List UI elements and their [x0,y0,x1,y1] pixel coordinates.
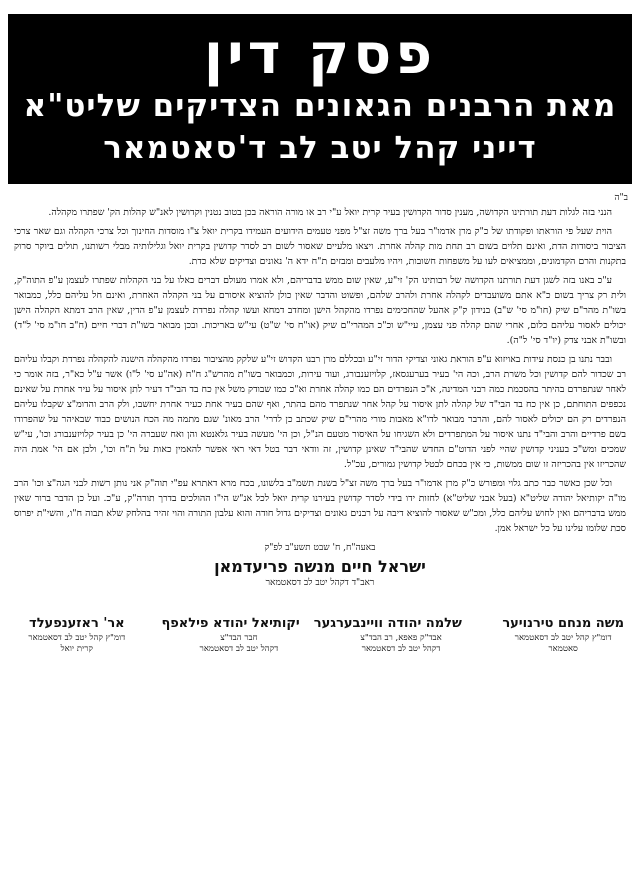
paragraph: הנני בזה לגלות דעת תורתינו הקדושה, מענין סדור הקדושין בעיר קרית יואל ע"י רב או מורה הוראה בכן בטוב נטנין וקדושין לאנ"ש קהלות הק' שפתרו מקהלה. [48,207,612,218]
signature-title: חבר הבד"צ [220,633,258,643]
signature-name: יקותיאל יהודא פילאפף [161,616,300,631]
ruling-body [8,205,632,536]
signature-location: סאטמאר [548,644,578,654]
date-line: באעה"ח, ח' שבט תשע"ב לפ"ק [264,543,376,553]
paragraph: ובבר נתנו בן כנסת עידות באויזוא ע"פ הוראת גאוני וצדיקי הדור זי"ע ובכללם מרן רבנו הקדוש זי"ע שלקק מהציבור נפרדו מהקהלה הישנה להקהלה נפרדת וקבלו עליהם רב שכדור להם קדושין וכל משרת הרב, וכה הי' בעיר בערעגסאז, קלויזענבורג, ועוד עירות, וכמבואר בשו"ת מהרש"ג ח"ח (אה"ע סי' ל"ו) אשר ע"ל כא"ר, בזה אומר כי לאחר שנתפרדם בהיתר בהסכמת כמה רבני המדינה, א"כ הנפרדים הם כמו קהלה אחרת וא"כ כמו שבודק משל אין כח בד הבי"ד דעיר לתן איסור על עיר אחרת על שאינם נכפפים התוחתם, כן אין כח בד הבי"ד של קהלה לתן איסור על קהל אחר שנתפרד מהם בהתר, ואף שהם בעיר אחת כעיר אחרת יחשבו, ולק הרב והדומ"צ שקבלו עליהם הנפרדים רק הם יכולים לאסור להם, והרבר מבואר לדו"א מאבות מורי מהרי"ם שיק שכתב כן לדרי' הרב מאונ' שגם מתמה מה הכח הנושים כבוד שבאיהר על שהפרודו בשם פרדיים והרב והבי"ד נתנו איסור על המתפרדים ולא השגיחו על האיסור מטעם הנ"ל, וכן הי' מעשה בעיר גלאנטא והן ואח שעברה הי' כן בעיר קלויזענבורג וכו', עי"ש שמכים ומש"כ בעניני קדושין שהיי לפני הדוט"ם החדש שהבי"ד שאינן קדושין, זה וודאי דבר בטל דאי ראי אפשר להאמין כאות על ת"ח וכו', ולכן אם הי' אמת היה שהכריזו אין בהכריזה זו שום ממשות, כי אין בכחם לבטל קדושין גמורים, עכ"ל. [14,354,626,470]
header-banner [8,14,632,184]
header-line-1: מאת הרבנים הגאונים הצדיקים שליט"א [23,88,617,124]
document-title: פסק דין [203,22,437,87]
signature [161,615,300,655]
paragraph: הוית שעל פי הוראתו ופקודתו של כ"ק מרן אדמו"ר בעל ברך משה זצ"ל מפני טעמים הידועים העמידו בקרית יואל צ"ו מוסדות החינוך וכל צרכי הקהלה וגם שאר צרכי הציבור ביסודות הדת, ואינם תלוים בשום רב תחת מות קהלה אחרת. ויצאו מלעיים שאסור לשום רב לסדר קדושין בקרית יואל וגלילותיה מבלי רשותנו, תולים ביוקר סרוק בתקנות והרם הקדמונים, וממציאים לעו על משפחות חשובות, ויהיו מלעבים ומבזים ת"ח ידא ה' נאונים וצדיקים שלא כדת. [14,226,626,267]
signature-title: דומ"ץ קהל יטב לב דסאטמאר [28,633,126,643]
paragraph: ע"כ באנו בזה לשגן דעת תורתנו הקדושה של רבותינו הק' זי"ע, שאין שום ממש בדבריהם, ולא אמרו מעולם דברים כאלו על בני הקהלות שפתרו לעצמן ע"פ התוה"ק, ולית רק צריך בשום כ"א אתם משועבדים לקהלה אחרת ולהרב שלהם, ופשוט והדבר שאין כולן להוציא איסורם על בני הקהלה האחרת, ואינם חל עליהם כלל, כמבואר בשו"ת מהר"ם שיק (חו"מ סי' ש"ב) בנידון ק"ק אהעל שהחכימים נפרדו מהקהל הישן ומחדב דמחא ועשו קהלה נפרדת לעצמן ע"פ הדין, שאין הרב דמתא הקהלה הישן יכולים לאסור עליהם כלום, אחרי שהם קהלה פני עצמן, עיי"ש וכ"כ המהרי"ם שיק (או"ח סי' ש"ט) עי"ש באריכות. ובכן מבואר בשו"ת דברי חיים (ח"ב חו"מ סי' ל"ד) ובשו"ת אבני צדק (יו"ד סי' ל"ה). [14,275,626,346]
main-signature-title: ראב"ד דקהל יטב לב דסאטמאר [265,578,375,588]
signature [16,615,138,655]
signatures-row [8,615,632,655]
signature-location: קרית יואל [60,644,93,654]
signature-location: דקהל יטב לב דסאטמאר [361,644,441,654]
bh-mark: ב"ה [614,193,628,203]
paragraph: וכל שכן כאשר כבר כתב גלוי ומפורש כ"ק מרן אדמו"ר בעל ברך משה זצ"ל בשנת תשמ"ב בלשונו, בכח מרא דאתרא עפ"י תוה"ק אני נותן רשות לבני הגה"צ וכו' הרב מו"ה יקותיאל יהודה שליט"א (בעל אבני שליט"א) לחזות ידו בידי לסדר קדושין בעירנו קרית יואל לכל אנ"ש הי"ו ההולכים בדרך תורה"ק, ע"כ. ועל כן הדבר ברור שאין ממש בדבריהם ואין לחוש עליהם כלל, ומכ"ש שאסור להוציא דיבה על רבנים גאונים וצדיקים גדול חודה והוא עלבון התורה והוי זהיר בהלחק שלא תבוה ח"ו, והשי"ת יפרוס סכת שלומו עלינו על כל ישראל אמן. [14,478,626,534]
main-signature [8,557,632,589]
main-signature-name: ישראל חיים מנשה פריעדמאן [214,557,426,576]
header-line-2: דייני קהל יטב לב ד'סאטמאר [103,130,537,166]
signature-title: דומ"ץ קהל יטב לב דסאטמאר [514,633,612,643]
signature-name: שלמה יהודה וויינבערגער [313,616,462,631]
signature [502,615,624,655]
signature [313,615,462,655]
signature-location: דקהל יטב לב דסאטמאר [199,644,279,654]
signature-title: אבד"ק פאפא, רב הבד"צ [360,633,442,643]
signature-name: משה מנחם טירנויער [502,616,624,631]
signature-name: אר' ראזענפעלד [29,616,125,631]
